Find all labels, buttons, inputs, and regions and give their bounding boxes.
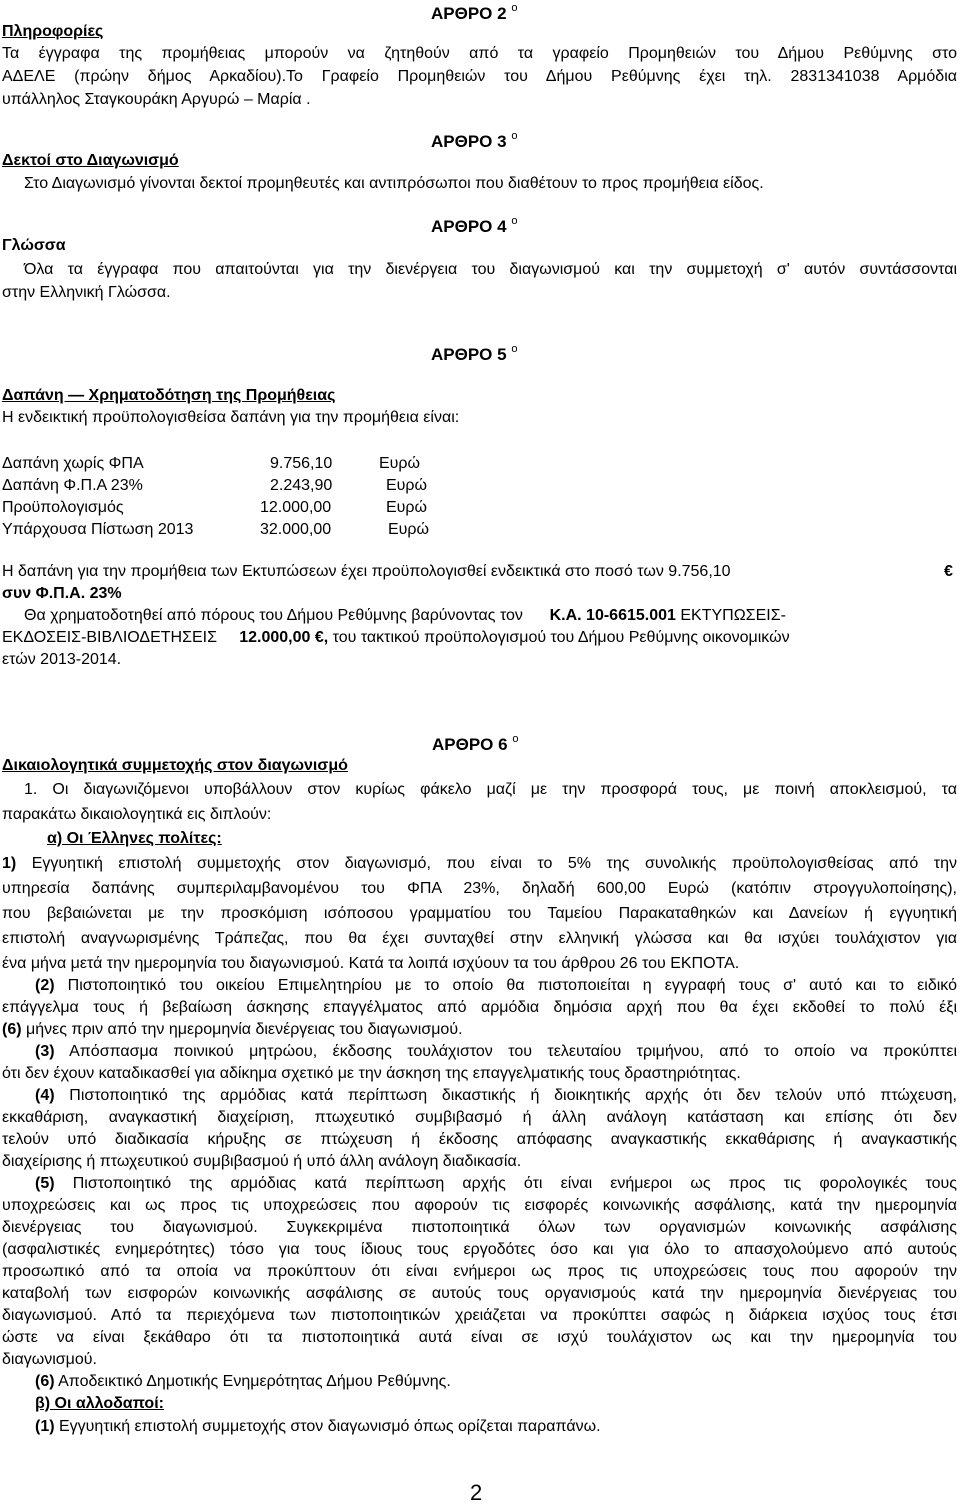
article-6-line: υπηρεσία δαπάνης συμπεριλαμβανομένου του ΦΠΑ 23%, δηλαδή 600,00 Ευρώ (κατόπιν στρογγυλοποίησης), [2, 880, 957, 897]
article-6-line: καταβολή των εισφορών κοινωνικής ασφάλισης σε αυτούς τους οργανισμούς κατά την ημερομηνία διενέργειας του [2, 1285, 957, 1302]
article-2-title: ΑΡΘΡΟ 2 $^o$ [431, 2, 518, 23]
budget-amount: 12.000,00 €, [239, 629, 329, 646]
article-5-intro: Η ενδεικτική προϋπολογισθείσα δαπάνη για την προμήθεια είναι: [2, 409, 460, 426]
article-5-funding-line [2, 628, 957, 647]
article-6-heading: Δικαιολογητικά συμμετοχής στον διαγωνισμό [2, 757, 348, 774]
article-6-line: (4) Πιστοποιητικό της αρμόδιας κατά περίπτωση δικαστικής ή διοικητικής αρχής ότι δεν τελούν υπό πτώχευση, [35, 1087, 957, 1104]
cost-unit: Ευρώ [388, 521, 430, 538]
cost-amount: 9.756,10 [270, 455, 333, 472]
article-6-line: παρακάτω δικαιολογητικά εις διπλούν: [2, 806, 272, 823]
article-5-funding-line: ετών 2013-2014. [2, 651, 122, 668]
budget-code-title: ΕΚΤΥΠΩΣΕΙΣ- [680, 607, 786, 624]
article-6-line: ότι δεν έχουν καταδικασθεί για αδίκημα σχετικό με την άσκηση της επαγγελματικής τους δραστηριότητας. [2, 1065, 741, 1082]
article-6-line: (2) Πιστοποιητικό του οικείου Επιμελητηρίου με το οποίο θα πιστοποιείται η εγγραφή τους σ' αυτό και το ειδικό [35, 977, 957, 994]
article-6-line: ένα μήνα μετά την ημερομηνία του διαγωνισμού. Κατά τα λοιπά ισχύουν τα του άρθρου 26 του ΕΚΠΟΤΑ. [2, 955, 740, 972]
article-6-line: (3) Απόσπασμα ποινικού μητρώου, έκδοσης τουλάχιστον του τελευταίου τριμήνου, από το οποίο να προκύπτει [35, 1043, 957, 1060]
cost-label: Δαπάνη χωρίς ΦΠΑ [2, 455, 144, 472]
cost-unit: Ευρώ [386, 477, 428, 494]
article-6-line: (1) Εγγυητική επιστολή συμμετοχής στον διαγωνισμό όπως ορίζεται παραπάνω. [35, 1418, 601, 1435]
funding-text: του τακτικού προϋπολογισμού του Δήμου Ρεθύμνης οικονομικών [332, 629, 790, 646]
item-number: (1) [35, 1418, 55, 1435]
article-6-line: που βεβαιώνεται με την προσκόμιση ισόποσου γραμματίου του Ταμείου Παρακαταθηκών και Δανείων ή εγγυητική [2, 905, 957, 922]
page-number: 2 [470, 1480, 483, 1505]
subheading-greek-citizens: α) Οι Έλληνες πολίτες: [47, 830, 222, 847]
article-3-line: Στο Διαγωνισμό γίνονται δεκτοί προμηθευτές και αντιπρόσωποι που διαθέτουν το προς προμήθεια είδος. [24, 175, 764, 192]
cost-unit: Ευρώ [386, 499, 428, 516]
subheading-foreigners: β) Οι αλλοδαποί: [35, 1395, 164, 1412]
article-4-heading: Γλώσσα [2, 237, 66, 254]
article-6-line: υποχρεώσεις και ως προς τις υποχρεώσεις που αφορούν τις εισφορές κοινωνικής ασφάλισης, κατά την ημερομηνία [2, 1197, 957, 1214]
item-number: (6) [35, 1373, 55, 1390]
item-number: (6) [2, 1021, 22, 1038]
article-2-line: Τα έγγραφα της προμήθειας μπορούν να ζητηθούν από τα γραφείο Προμηθειών του Δήμου Ρεθύμνης στο [2, 45, 957, 62]
article-2-heading: Πληροφορίες [2, 23, 104, 40]
article-6-line: εκκαθάριση, αναγκαστική διαχείριση, πτωχευτικό συμβιβασμό ή άλλη ανάλογη κατάσταση και επίσης ότι δεν [2, 1109, 957, 1126]
funding-text: Θα χρηματοδοτηθεί από πόρους του Δήμου Ρεθύμνης βαρύνοντας τον [24, 607, 523, 624]
article-5-title: ΑΡΘΡΟ 5 $^o$ [431, 343, 518, 364]
item-number: (2) [35, 977, 55, 994]
item-number: (5) [35, 1175, 55, 1192]
article-6-line: διενέργειας του διαγωνισμού. Συγκεκριμένα πιστοποιητικά όλων των οργανισμών κοινωνικής ασφάλισης [2, 1219, 957, 1236]
article-2-line: υπάλληλος Σταγκουράκη Αργυρώ – Μαρία . [2, 91, 311, 108]
article-5-vat-line: συν Φ.Π.Α. 23% [2, 585, 122, 602]
article-4-line: Όλα τα έγγραφα που απαιτούνται για την διενέργεια του διαγωνισμού και την συμμετοχή σ' αυτόν συντάσσονται [24, 261, 957, 278]
article-6-line: επάγγελμα τους ή βεβαίωση άσκησης επαγγέλματος από αρμόδια δημόσια αρχή που θα έχει εκδοθεί το πολύ έξι [2, 999, 957, 1016]
article-5-funding-line [24, 606, 786, 625]
article-6-title: ΑΡΘΡΟ 6 $^o$ [432, 733, 519, 754]
article-6-line: διαγωνισμού. Από τα περιεχόμενα των πιστοποιητικών χρειάζεται να προκύπτει σαφώς η διάρκεια ισχύος τους έτσι [2, 1307, 957, 1324]
article-6-line: διαχείρισης ή πτωχευτικού συμβιβασμού ή υπό άλλη ανάλογη διαδικασία. [2, 1153, 522, 1170]
article-3-title: ΑΡΘΡΟ 3 $^o$ [431, 130, 518, 151]
cost-unit: Ευρώ [379, 455, 421, 472]
budget-code: Κ.Α. 10-6615.001 [549, 607, 676, 624]
item-number: 1) [2, 855, 17, 872]
item-number: (4) [35, 1087, 55, 1104]
article-6-line: ώστε να είναι ξεκάθαρο ότι τα πιστοποιητικά αυτά είναι σε ισχύ τουλάχιστον ως και την ημερομηνία του [2, 1329, 957, 1346]
budget-code-title: ΕΚΔΟΣΕΙΣ-ΒΙΒΛΙΟΔΕΤΗΣΕΙΣ [2, 629, 217, 646]
article-5-heading: Δαπάνη — Χρηματοδότηση της Προμήθειας [2, 387, 336, 404]
article-2-line: ΑΔΕΛΕ (πρώην δήμος Αρκαδίου).Το Γραφείο Προμηθειών του Δήμου Ρεθύμνης έχει τηλ. 2831341038 Αρμόδια [2, 68, 957, 85]
article-6-line: (5) Πιστοποιητικό της αρμόδιας κατά περίπτωση αρχής ότι είναι ενήμεροι ως προς τις φορολογικές τους [35, 1175, 957, 1192]
article-5-budget-line: Η δαπάνη για την προμήθεια των Εκτυπώσεων έχει προϋπολογισθεί ενδεικτικά στο ποσό των 9.756,10 [2, 563, 731, 580]
cost-amount: 12.000,00 [260, 499, 332, 516]
article-6-line: τελούν υπό διαδικασία κήρυξης σε πτώχευση ή έκδοσης απόφασης αναγκαστικής εκκαθάρισης ή αναγκαστικής [2, 1131, 957, 1148]
article-6-line: 1. Οι διαγωνιζόμενοι υποβάλλουν στον κυρίως φάκελο μαζί με την προσφορά τους, με ποινή αποκλεισμού, τα [24, 781, 957, 798]
item-number: (3) [35, 1043, 55, 1060]
cost-amount: 2.243,90 [270, 477, 333, 494]
article-6-line: επιστολή αναγνωρισμένης Τράπεζας, που θα έχει συνταχθεί στην ελληνική γλώσσα και θα ισχύει τουλάχιστον για [2, 930, 957, 947]
cost-label: Υπάρχουσα Πίστωση 2013 [2, 521, 194, 538]
cost-amount: 32.000,00 [260, 521, 332, 538]
article-6-line: προσωπικό από τα οποία να προκύπτουν ότι είναι ενήμεροι ως προς τις υποχρεώσεις τους που αφορούν την [2, 1263, 957, 1280]
cost-label: Προϋπολογισμός [2, 499, 124, 516]
article-3-heading: Δεκτοί στο Διαγωνισμό [2, 152, 179, 169]
cost-label: Δαπάνη Φ.Π.Α 23% [2, 477, 143, 494]
article-6-line: (6) μήνες πριν από την ημερομηνία διενέργειας του διαγωνισμού. [2, 1021, 463, 1038]
euro-sign: € [944, 563, 953, 580]
article-6-line: διαγωνισμού. [2, 1351, 97, 1368]
article-6-line: 1) Εγγυητική επιστολή συμμετοχής στον διαγωνισμό, που είναι το 5% της συνολικής προϋπολογισθείσας από την [2, 855, 957, 872]
article-4-line: στην Ελληνική Γλώσσα. [2, 284, 171, 301]
article-6-line: (ασφαλιστικές ενημερότητες) τόσο για τους ίδιους τους εργοδότες όσο και για όλο το απασχολούμενο από αυτούς [2, 1241, 957, 1258]
article-4-title: ΑΡΘΡΟ 4 $^o$ [431, 215, 518, 236]
article-6-line: (6) Αποδεικτικό Δημοτικής Ενημερότητας Δήμου Ρεθύμνης. [35, 1373, 451, 1390]
